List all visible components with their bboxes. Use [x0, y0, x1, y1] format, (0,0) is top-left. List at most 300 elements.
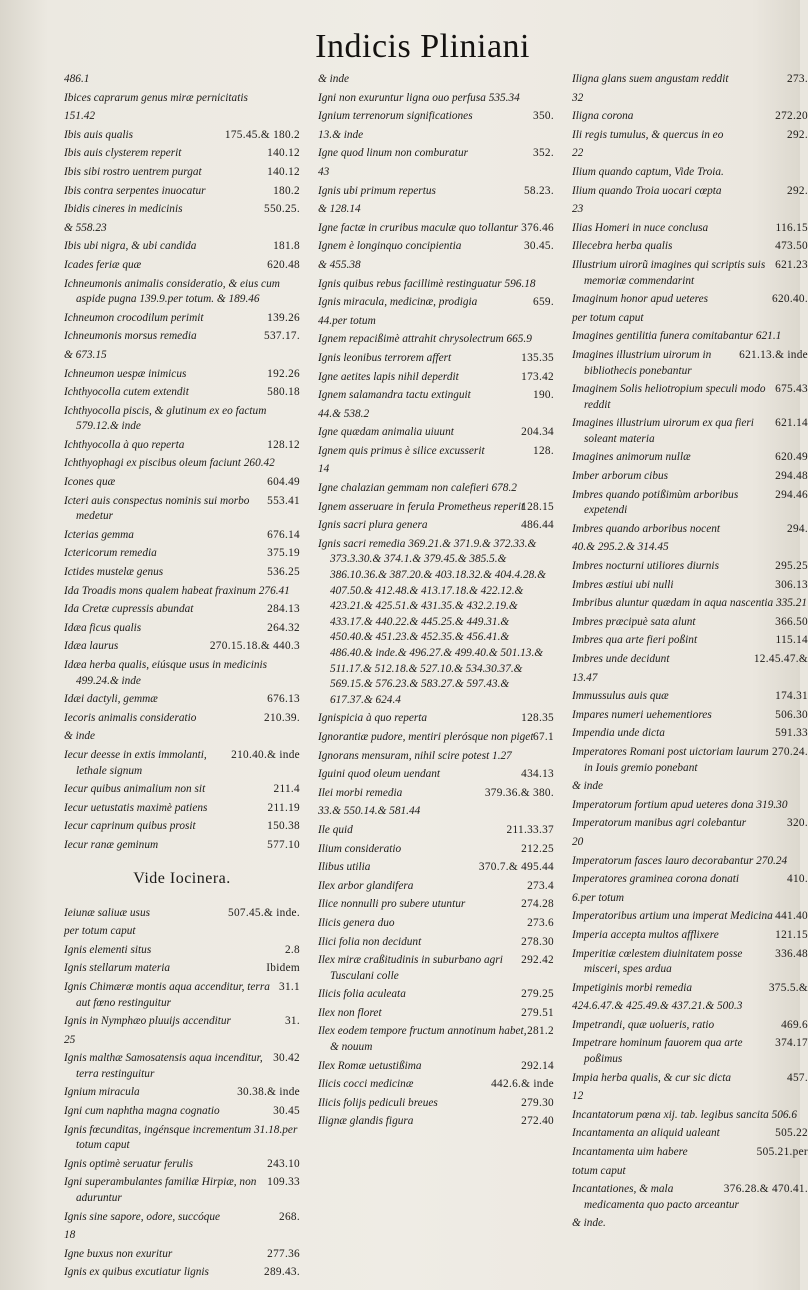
entry-text: Idæa herba qualis, eiúsque usus in medicinis 499.24.& inde — [64, 659, 268, 687]
index-entry — [64, 528, 300, 544]
index-column-1 — [64, 72, 300, 1279]
entry-reference: 2.8 — [284, 943, 300, 956]
index-entry — [572, 633, 808, 649]
index-entry — [318, 258, 554, 274]
entry-text: & inde. — [572, 1217, 606, 1230]
entry-text: & 673.15 — [64, 348, 107, 361]
index-entry — [318, 332, 554, 348]
index-entry — [318, 786, 554, 802]
index-entry — [318, 518, 554, 534]
entry-text: Ignis stellarum materia — [64, 962, 171, 975]
index-entry — [572, 1018, 808, 1034]
entry-text: per totum caput — [572, 311, 644, 324]
index-entry — [64, 692, 300, 708]
index-entry — [64, 475, 300, 491]
index-entry — [572, 540, 808, 556]
index-entry — [572, 779, 808, 795]
index-entry — [318, 1059, 554, 1075]
entry-text: 14 — [318, 463, 330, 476]
entry-text: Impia herba qualis, & cur sic dicta — [572, 1071, 732, 1084]
index-entry — [572, 652, 808, 668]
entry-text: Ilex eodem tempore fructum annotinum habet, & nouum — [318, 1025, 527, 1054]
entry-reference: 441.40 — [775, 910, 808, 923]
entry-text: & inde — [318, 73, 350, 85]
entry-reference: 278.30 — [521, 935, 554, 948]
index-entry — [64, 819, 300, 835]
entry-reference: 243.10 — [267, 1157, 300, 1170]
index-entry — [572, 1164, 808, 1180]
index-entry — [64, 838, 300, 854]
entry-text: Ile quid — [318, 823, 353, 836]
index-entry — [572, 450, 808, 466]
entry-text: Ignis fœcunditas, ingénsque incrementum 31.18.per totum caput — [64, 1123, 298, 1152]
entry-text: Ilium quando captum, Vide Troia. — [572, 165, 724, 178]
index-entry — [64, 584, 300, 600]
entry-text: 486.1 — [64, 73, 90, 85]
index-entry — [64, 128, 300, 144]
entry-text: Igne aetites lapis nihil deperdit — [318, 370, 459, 383]
entry-text: Ignem asseruare in ferula Prometheus reperit — [318, 500, 525, 513]
entry-text: Ilicis folijs pediculi breues — [318, 1096, 438, 1109]
index-entry — [318, 184, 554, 200]
entry-text: Ichthyocolla cutem extendit — [64, 386, 189, 399]
entry-text: Imperatoribus artium una imperat Medicina — [572, 910, 773, 923]
entry-reference: 174.31 — [775, 690, 808, 703]
index-entry — [318, 388, 554, 404]
entry-text: Imbres qua arte fieri poßint — [572, 634, 698, 647]
entry-text: Ichneumonis animalis consideratio, & eius cum aspide pugna 139.9.per totum. & 189.46 — [64, 277, 280, 306]
entry-text: Ignis elementi situs — [64, 943, 152, 956]
index-entry — [572, 239, 808, 255]
index-entry — [572, 1071, 808, 1087]
index-entry — [572, 798, 808, 814]
index-entry — [318, 295, 554, 311]
entry-reference: 30.45. — [523, 240, 554, 253]
entry-text: Ibidis cineres in medicinis — [64, 203, 183, 216]
entry-text: Imbres quando potißimùm arboribus expetendi — [572, 488, 739, 517]
index-entry — [572, 947, 808, 978]
entry-text: Ichneumon uespæ inimicus — [64, 367, 187, 380]
index-column-3 — [572, 72, 808, 1276]
index-entry — [572, 1089, 808, 1105]
entry-text: Imaginum honor apud ueteres — [572, 293, 709, 306]
index-entry — [64, 621, 300, 637]
index-entry — [318, 897, 554, 913]
entry-text: Icades feriæ quæ — [64, 258, 142, 271]
entry-text: Imbres æstiui ubi nulli — [572, 578, 674, 591]
entry-text: 43 — [318, 165, 330, 178]
index-entry — [572, 202, 808, 218]
entry-text: Ignis sacri remedia 369.21.& 371.9.& 372.33.& 373.3.30.& 374.1.& 379.45.& 385.5.& 386.10.36.& 387.20.& 403.18.32.& 404.4.28.& 407.50.& 412.48.& 413.17.18.& 422.12.& 423.21.& 425.51.& 431.35.& 432.2.19.& 433.17.& 440.22.& 445.25.& 449.31.& 450.40.& 451.23.& 452.35.& 456.41.& 486.40.& inde.& 496.27.& 499.40.& 501.13.& 511.17.& 512.18.& 527.10.& 534.30.37.& 569.15.& 576.23.& 583.27.& 597.43.& 617.37.& 624.4 — [318, 537, 546, 706]
entry-text: Ibis auis qualis — [64, 128, 134, 141]
entry-reference: 505.22 — [775, 1127, 808, 1140]
entry-text: Igni non exuruntur ligna ouo perfusa 535.34 — [318, 91, 520, 104]
entry-text: Imperatorum manibus agri colebantur — [572, 817, 747, 830]
index-entry — [64, 1051, 300, 1082]
index-entry — [64, 546, 300, 562]
entry-text: Ignis miracula, medicinæ, prodigia — [318, 296, 478, 309]
entry-text: 33.& 550.14.& 581.44 — [318, 805, 421, 818]
entry-reference: 211.19 — [267, 801, 300, 814]
entry-text: Ilibus utilia — [318, 861, 371, 874]
index-entry — [64, 782, 300, 798]
index-entry — [64, 906, 300, 922]
entry-reference: 591.33 — [775, 727, 808, 740]
entry-reference: 58.23. — [523, 184, 554, 197]
index-entry — [64, 146, 300, 162]
index-entry — [64, 258, 300, 274]
entry-text: Igni superambulantes familiæ Hirpiæ, non aduruntur — [64, 1176, 257, 1205]
entry-text: Iecur caprinum quibus prosit — [64, 820, 196, 833]
entry-reference: 550.25. — [264, 203, 300, 216]
index-entry — [572, 671, 808, 687]
index-entry — [572, 311, 808, 327]
index-entry — [572, 329, 808, 345]
index-entry — [64, 165, 300, 181]
entry-reference: 204.34 — [521, 426, 554, 439]
entry-text: Ichthyophagi ex piscibus oleum faciunt 260.42 — [64, 457, 275, 470]
entry-reference: 292. — [787, 128, 808, 141]
index-entry — [64, 1228, 300, 1244]
entry-reference: 537.17. — [264, 330, 300, 343]
entry-text: Imagines animorum nullæ — [572, 451, 691, 464]
entry-reference: 620.49 — [775, 451, 808, 464]
entry-text: & 558.23 — [64, 221, 107, 234]
entry-text: Icteri auis conspectus nominis sui morbo medetur — [64, 494, 250, 523]
entry-text: Imbres unde decidunt — [572, 653, 670, 665]
entry-reference: 580.18 — [267, 386, 300, 399]
entry-reference: 211.4 — [273, 783, 300, 796]
entry-reference: 621.23 — [775, 258, 808, 271]
entry-text: Idæa ficus qualis — [64, 621, 142, 634]
index-entry — [64, 1247, 300, 1263]
index-entry — [572, 999, 808, 1015]
index-entry — [572, 165, 808, 181]
index-entry — [64, 1265, 300, 1281]
entry-reference: 140.12 — [267, 165, 300, 178]
entry-reference: 379.36.& 380. — [484, 786, 554, 799]
entry-text: 151.42 — [64, 110, 96, 123]
entry-text: Iligna glans suem angustam reddit — [572, 73, 729, 85]
index-entry — [64, 924, 300, 940]
index-entry — [64, 729, 300, 745]
index-entry — [318, 711, 554, 727]
entry-text: Imbres nocturni utiliores diurnis — [572, 560, 719, 573]
entry-reference: 181.8 — [273, 240, 300, 253]
index-entry — [318, 481, 554, 497]
index-entry — [318, 842, 554, 858]
entry-reference: 336.48 — [775, 947, 808, 960]
vide-crossref: Vide Iocinera. — [133, 869, 231, 887]
entry-text: Incantamenta an aliquid ualeant — [572, 1127, 720, 1140]
entry-text: Ignis sacri plura genera — [318, 519, 428, 532]
entry-reference: 577.10 — [267, 838, 300, 851]
index-entry — [318, 879, 554, 895]
entry-reference: 30.45 — [273, 1105, 300, 1118]
index-entry — [572, 292, 808, 308]
entry-reference: 604.49 — [267, 476, 300, 489]
entry-reference: 366.50 — [775, 615, 808, 628]
entry-text: Illecebra herba qualis — [572, 240, 673, 253]
index-entry — [318, 804, 554, 820]
entry-text: Ibis ubi nigra, & ubi candida — [64, 240, 197, 253]
entry-text: Ignem è longinquo concipientia — [318, 240, 462, 253]
index-entry — [64, 348, 300, 364]
entry-text: 13.47 — [572, 671, 598, 684]
entry-text: Igne quod linum non comburatur — [318, 147, 468, 160]
index-entry — [572, 72, 808, 88]
entry-reference: 116.15 — [775, 221, 808, 234]
index-entry — [572, 816, 808, 832]
entry-reference: 553.41 — [267, 494, 300, 507]
index-entry — [572, 91, 808, 107]
entry-text: Imaginem Solis heliotropium speculi modo reddit — [572, 383, 766, 411]
index-entry — [64, 980, 300, 1011]
index-entry — [572, 348, 808, 379]
entry-text: 424.6.47.& 425.49.& 437.21.& 500.3 — [572, 1000, 743, 1013]
index-entry — [64, 943, 300, 959]
entry-reference: 30.42 — [273, 1052, 300, 1065]
entry-text: Ilias Homeri in nuce conclusa — [572, 221, 709, 234]
index-entry — [572, 128, 808, 144]
entry-text: Igne factæ in cruribus maculæ quo tollantur — [318, 221, 519, 234]
entry-text: & 128.14 — [318, 203, 361, 216]
entry-reference: 284.13 — [267, 603, 300, 616]
index-entry — [572, 596, 808, 612]
index-entry — [572, 488, 808, 519]
entry-reference: 320. — [787, 817, 808, 830]
entry-text: Ichthyocolla à quo reperta — [64, 438, 185, 451]
entry-text: totum caput — [572, 1164, 626, 1177]
index-entry — [572, 708, 808, 724]
index-entry — [64, 1210, 300, 1226]
entry-text: Iligna corona — [572, 110, 634, 123]
index-entry — [318, 916, 554, 932]
entry-reference: 190. — [533, 389, 554, 402]
entry-text: Ilicis cocci medicinæ — [318, 1078, 414, 1091]
entry-reference: 128.15 — [521, 500, 554, 513]
index-entry — [64, 385, 300, 401]
entry-text: Ignis quibus rebus facillimè restinguatur 596.18 — [318, 277, 536, 290]
entry-text: Imbres quando arboribus nocent — [572, 522, 721, 535]
entry-text: Ilice nonnulli pro subere utuntur — [318, 898, 466, 911]
index-entry — [64, 658, 300, 689]
entry-text: Idæi dactyli, gemmæ — [64, 693, 158, 706]
index-entry — [64, 91, 300, 107]
entry-text: Icterias gemma — [64, 528, 134, 541]
entry-text: Ichthyocolla piscis, & glutinum ex eo factum 579.12.& inde — [64, 404, 267, 433]
entry-text: Ignis optimè seruatur ferulis — [64, 1157, 193, 1170]
index-entry — [64, 438, 300, 454]
entry-text: Iecur uetustatis maximè patiens — [64, 801, 208, 814]
entry-reference: 292. — [787, 184, 808, 197]
index-entry — [64, 1014, 300, 1030]
index-entry — [64, 639, 300, 655]
entry-text: Ilicis genera duo — [318, 916, 395, 929]
entry-text: Impetrandi, quæ uolueris, ratio — [572, 1018, 715, 1031]
entry-reference: 140.12 — [267, 147, 300, 160]
index-entry — [572, 909, 808, 925]
entry-text: & 455.38 — [318, 258, 361, 271]
entry-text: Ili regis tumulus, & quercus in eo — [572, 128, 724, 141]
entry-reference: 115.14 — [775, 634, 808, 647]
entry-text: Ilici folia non decidunt — [318, 935, 422, 948]
entry-text: Ibices caprarum genus miræ pernicitatis — [64, 91, 248, 104]
index-entry — [318, 370, 554, 386]
entry-reference: 272.40 — [521, 1115, 554, 1128]
index-entry — [572, 258, 808, 289]
index-entry — [64, 367, 300, 383]
index-entry — [572, 745, 808, 776]
entry-text: Ignium terrenorum significationes — [318, 110, 473, 123]
index-entry — [572, 1108, 808, 1124]
entry-reference: 306.13 — [775, 578, 808, 591]
index-entry — [318, 730, 554, 746]
entry-text: Imperatorum fasces lauro decorabantur 270.24 — [572, 854, 788, 867]
entry-reference: 264.32 — [267, 621, 300, 634]
entry-text: Ida Cretæ cupressis abundat — [64, 603, 194, 616]
entry-text: Impares numeri uehementiores — [572, 708, 712, 721]
entry-text: Ignem repacißimè attrahit chrysolectrum 665.9 — [318, 333, 532, 346]
index-entry — [64, 1123, 300, 1154]
entry-reference: 31.1 — [279, 980, 300, 993]
entry-reference: 277.36 — [267, 1247, 300, 1260]
entry-text: Imperatores Romani post uictoriam laurum in Iouis gremio ponebant — [572, 745, 769, 774]
entry-reference: 210.40.& inde — [231, 748, 300, 761]
entry-reference: 150.38 — [267, 820, 300, 833]
index-entry — [318, 444, 554, 460]
index-entry — [64, 1033, 300, 1049]
entry-reference: 350. — [533, 110, 554, 123]
entry-reference: 295.25 — [775, 560, 808, 573]
index-entry — [318, 1077, 554, 1093]
index-entry — [64, 329, 300, 345]
entry-reference: Ibidem — [266, 962, 300, 975]
entry-text: Ignorantiæ pudore, mentiri plerósque non piget — [318, 730, 534, 743]
entry-text: Imagines gentilitia funera comitabantur 621.1 — [572, 330, 782, 343]
entry-text: Imperatores graminea corona donati — [572, 873, 740, 886]
index-entry — [318, 239, 554, 255]
index-entry — [318, 767, 554, 783]
entry-reference: 621.14 — [775, 417, 808, 430]
entry-reference: 292.14 — [521, 1059, 554, 1072]
entry-text: Ignis ex quibus excutiatur lignis — [64, 1266, 209, 1279]
entry-text: 23 — [572, 203, 584, 216]
entry-text: Iecur ranæ geminum — [64, 838, 159, 851]
index-column-2 — [318, 72, 554, 1276]
index-entry — [318, 823, 554, 839]
entry-reference: 281.2 — [527, 1025, 554, 1038]
index-entry — [64, 711, 300, 727]
entry-reference: 410. — [787, 873, 808, 886]
entry-reference: 675.43 — [775, 383, 808, 396]
entry-reference: 375.19 — [267, 547, 300, 560]
entry-reference: 212.25 — [521, 842, 554, 855]
entry-text: Ilex Romæ uetustißima — [318, 1059, 422, 1072]
entry-text: Imagines illustrium uirorum in bibliothecis ponebantur — [572, 348, 712, 377]
entry-reference: 109.33 — [267, 1176, 300, 1189]
entry-text: per totum caput — [64, 925, 136, 938]
entry-text: Ieiunæ saliuæ usus — [64, 906, 150, 919]
entry-text: Incantatorum pœna xij. tab. legibus sancita 506.6 — [572, 1108, 797, 1121]
index-entry — [318, 72, 554, 88]
index-entry — [318, 221, 554, 237]
entry-text: Ignis sine sapore, odore, succóque — [64, 1210, 221, 1223]
index-entry — [64, 277, 300, 308]
index-entry — [64, 184, 300, 200]
index-entry — [572, 726, 808, 742]
entry-reference: 507.45.& inde. — [228, 906, 300, 919]
entry-reference: 273.4 — [527, 879, 554, 892]
entry-text: Ilignæ glandis figura — [318, 1115, 414, 1128]
entry-reference: 294.48 — [775, 470, 808, 483]
index-entry — [318, 462, 554, 478]
index-entry — [64, 404, 300, 435]
entry-text: Ignispicia à quo reperta — [318, 712, 428, 725]
entry-text: Icones quæ — [64, 476, 116, 489]
index-entry — [572, 1126, 808, 1142]
entry-text: Ilei morbi remedia — [318, 786, 403, 799]
index-entry — [572, 928, 808, 944]
index-entry — [318, 1096, 554, 1112]
index-entry — [318, 351, 554, 367]
entry-reference: 135.35 — [521, 351, 554, 364]
index-entry — [572, 184, 808, 200]
index-entry — [64, 456, 300, 472]
entry-text: Immussulus auis quæ — [572, 690, 669, 703]
entry-text: Ignem salamandra tactu extinguit — [318, 389, 471, 402]
index-entry — [572, 854, 808, 870]
index-entry — [318, 425, 554, 441]
entry-reference: 292.42 — [521, 954, 554, 967]
entry-text: 12 — [572, 1090, 584, 1103]
index-entry — [64, 602, 300, 618]
index-entry — [64, 1085, 300, 1101]
index-entry — [572, 469, 808, 485]
entry-text: 44.per totum — [318, 314, 376, 327]
entry-text: Ibis sibi rostro uentrem purgat — [64, 165, 202, 178]
index-entry — [318, 537, 554, 709]
entry-text: Ibis contra serpentes inuocatur — [64, 184, 206, 197]
page-header: Indicis Pliniani — [315, 28, 530, 65]
entry-reference: 486.44 — [521, 519, 554, 532]
entry-text: 40.& 295.2.& 314.45 — [572, 541, 669, 554]
entry-reference: 352. — [533, 147, 554, 160]
index-entry — [572, 1216, 808, 1232]
index-entry — [64, 1175, 300, 1206]
entry-text: & inde — [64, 730, 96, 743]
entry-reference: 375.5.& — [768, 981, 808, 994]
entry-text: Ictides mustelæ genus — [64, 566, 164, 579]
entry-text: Imagines illustrium uirorum ex qua fieri soleant materia — [572, 417, 754, 445]
entry-reference: 270.15.18.& 440.3 — [209, 640, 300, 653]
entry-text: Impendia unde dicta — [572, 727, 665, 740]
index-entry — [64, 221, 300, 237]
entry-reference: 210.39. — [264, 711, 300, 724]
entry-text: 22 — [572, 147, 584, 160]
entry-text: Igni cum naphtha magna cognatio — [64, 1105, 220, 1118]
entry-text: Illustrium uirorũ imagines qui scriptis suis memoriæ commendarint — [572, 258, 766, 287]
entry-text: Igne chalazian gemmam non calefieri 678.2 — [318, 482, 517, 495]
entry-text: Ictericorum remedia — [64, 547, 157, 560]
index-entry — [318, 407, 554, 423]
entry-text: Incantationes, & mala medicamenta quo pacto arceantur — [572, 1183, 739, 1211]
index-columns — [64, 72, 808, 1279]
entry-reference: 192.26 — [267, 367, 300, 380]
entry-text: Imperia accepta multos afflixere — [572, 928, 719, 941]
index-entry — [64, 239, 300, 255]
index-entry — [64, 494, 300, 525]
